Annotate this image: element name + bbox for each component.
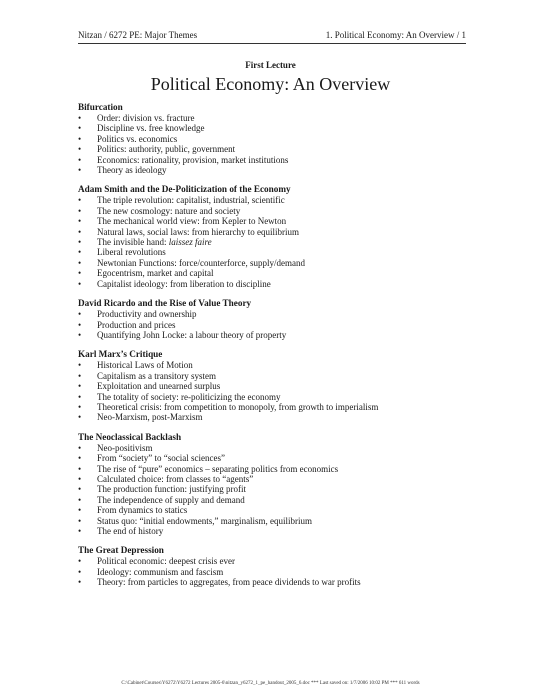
italic-term: laissez faire [168, 237, 212, 248]
section-adam-smith [78, 184, 481, 289]
list-item: • The totality of society: re-politicizing the economy [78, 392, 481, 402]
list-item: • Theory: from particles to aggregates, from peace dividends to war profits [78, 577, 481, 587]
list-item: • Capitalist ideology: from liberation to discipline [78, 279, 481, 289]
list-item: • Quantifying John Locke: a labour theory of property [78, 330, 481, 340]
list-item: • Calculated choice: from classes to “agents” [78, 474, 481, 484]
list-item: • Status quo: “initial endowments,” marginalism, equilibrium [78, 516, 481, 526]
list-item: • Historical Laws of Motion [78, 360, 481, 370]
section-neoclassical [78, 432, 481, 537]
outline-content [78, 102, 481, 597]
page-header [78, 30, 466, 44]
list-item [78, 237, 481, 247]
section-bifurcation [78, 102, 481, 175]
list-item: • Neo-Marxism, post-Marxism [78, 412, 481, 422]
list-item: • Production and prices [78, 320, 481, 330]
section-title: Adam Smith and the De-Politicization of the Economy [78, 184, 291, 195]
list-item: • Productivity and ownership [78, 309, 481, 319]
list-item: • Economics: rationality, provision, market institutions [78, 155, 481, 165]
section-marx [78, 349, 481, 422]
list-item: • The end of history [78, 526, 481, 536]
bullet-list [78, 113, 481, 175]
list-item: • Theoretical crisis: from competition to monopoly, from growth to imperialism [78, 402, 481, 412]
page-footer: C:\Cabinet\Courses\Y6272\Y6272 Lectures 2005-6\nitzan_y6272_1_pe_handout_2005_6.doc *** Last saved on: 1/7/2006 10:02 PM *** 611 words [121, 681, 420, 686]
bullet-list [78, 360, 481, 422]
list-item: • The independence of supply and demand [78, 495, 481, 505]
page-title: Political Economy: An Overview [150, 74, 391, 94]
list-item: • The production function: justifying profit [78, 484, 481, 494]
list-item: • The triple revolution: capitalist, industrial, scientific [78, 195, 481, 205]
section-title: The Great Depression [78, 545, 164, 556]
list-item: • Ideology: communism and fascism [78, 567, 481, 577]
bullet-list [78, 443, 481, 537]
section-title: Karl Marx’s Critique [78, 349, 163, 360]
list-item: • Politics: authority, public, government [78, 144, 481, 154]
list-item: • Egocentrism, market and capital [78, 268, 481, 278]
bullet-list [78, 309, 481, 340]
list-item: • Theory as ideology [78, 165, 481, 175]
list-item: • Discipline vs. free knowledge [78, 123, 481, 133]
section-title: The Neoclassical Backlash [78, 431, 182, 442]
list-item: • The mechanical world view: from Kepler to Newton [78, 216, 481, 226]
list-item: • The rise of “pure” economics – separating politics from economics [78, 464, 481, 474]
section-ricardo [78, 298, 481, 340]
header-right: 1. Political Economy: An Overview / 1 [325, 30, 466, 40]
title-block [0, 60, 541, 95]
list-item: • Politics vs. economics [78, 134, 481, 144]
list-item-text: The invisible hand: [97, 237, 169, 248]
section-great-depression [78, 545, 481, 587]
section-title: Bifurcation [78, 102, 123, 112]
list-item: • The new cosmology: nature and society [78, 206, 481, 216]
list-item: • Natural laws, social laws: from hierarchy to equilibrium [78, 227, 481, 237]
list-item: • Neo-positivism [78, 443, 481, 453]
section-title: David Ricardo and the Rise of Value Theory [78, 298, 252, 309]
list-item: • From dynamics to statics [78, 505, 481, 515]
list-item: • Liberal revolutions [78, 247, 481, 257]
list-item: • From “society” to “social sciences” [78, 453, 481, 463]
list-item: • Political economic: deepest crisis ever [78, 556, 481, 566]
list-item: • Exploitation and unearned surplus [78, 381, 481, 391]
header-left: Nitzan / 6272 PE: Major Themes [78, 30, 198, 40]
bullet-list [78, 195, 481, 289]
list-item: • Capitalism as a transitory system [78, 371, 481, 381]
bullet-list [78, 556, 481, 587]
list-item: • Newtonian Functions: force/counterforce, supply/demand [78, 258, 481, 268]
list-item: • Order: division vs. fracture [78, 113, 481, 123]
lecture-label: First Lecture [245, 60, 296, 70]
